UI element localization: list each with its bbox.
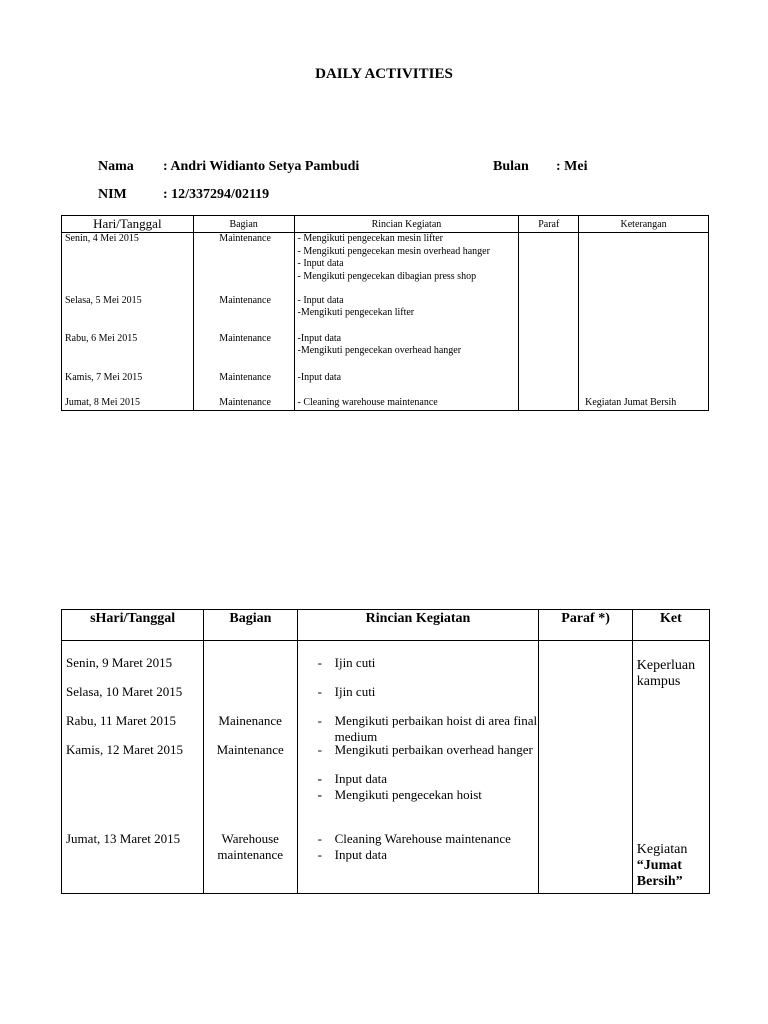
bagian-cell: [204, 641, 297, 894]
table-row: [62, 233, 709, 295]
bullet-dash: -: [317, 655, 322, 670]
rincian-line: -Input data: [297, 332, 342, 344]
bullet-dash: -: [317, 684, 322, 699]
column-header-rincian: Rincian Kegiatan: [297, 610, 539, 641]
bagian-cell: Maintenance: [219, 396, 271, 408]
rincian-line: - Input data: [297, 294, 344, 306]
ket-text: “Jumat: [636, 858, 682, 873]
rincian-item: Mengikuti perbaikan overhead hanger: [334, 742, 533, 757]
rincian-line: - Mengikuti pengecekan dibagian press shop: [297, 270, 477, 282]
rincian-line: -Input data: [297, 371, 342, 383]
nama-label: Nama: [98, 159, 134, 174]
column-header-hari-tanggal: sHari/Tanggal: [62, 610, 204, 641]
column-header-bagian: Bagian: [193, 216, 294, 233]
page-title: DAILY ACTIVITIES: [315, 66, 453, 82]
date-entry: Senin, 9 Maret 2015: [66, 655, 173, 670]
table-row: [62, 333, 709, 372]
ket-text: kampus: [636, 674, 681, 689]
date-entry: Rabu, 11 Maret 2015: [66, 713, 176, 728]
paraf-cell: [519, 397, 579, 411]
nim-label: NIM: [98, 187, 127, 202]
rincian-line: - Cleaning warehouse maintenance: [297, 396, 438, 408]
bagian-cell: Maintenance: [219, 233, 271, 244]
paraf-cell: [539, 641, 632, 894]
ket-cell: [632, 641, 709, 894]
rincian-item: Mengikuti perbaikan hoist di area final: [334, 713, 538, 728]
rincian-item: Mengikuti pengecekan hoist: [334, 787, 482, 802]
keterangan-cell: [579, 372, 709, 397]
bulan-value: : Mei: [556, 159, 588, 174]
date-cell: Selasa, 5 Mei 2015: [65, 294, 142, 306]
rincian-item: Ijin cuti: [334, 684, 376, 699]
keterangan-cell: [579, 233, 709, 295]
column-header-rincian: Rincian Kegiatan: [294, 216, 519, 233]
bagian-cell: Maintenance: [219, 294, 271, 306]
paraf-cell: [519, 295, 579, 333]
rincian-item: Input data: [334, 847, 387, 862]
table-row: [62, 372, 709, 397]
rincian-item: medium: [334, 729, 378, 744]
activities-table-may: [61, 215, 709, 411]
column-header-keterangan: Keterangan: [579, 216, 709, 233]
column-header-bagian: Bagian: [204, 610, 297, 641]
rincian-line: - Mengikuti pengecekan mesin overhead hanger: [297, 245, 490, 257]
dates-cell: [62, 641, 204, 894]
activities-table-march: [61, 609, 710, 894]
paraf-cell: [519, 333, 579, 372]
column-header-hari-tanggal: Hari/Tanggal: [62, 216, 194, 233]
rincian-line: -Mengikuti pengecekan overhead hanger: [297, 345, 462, 357]
date-entry: Jumat, 13 Maret 2015: [66, 831, 181, 846]
table-row: [62, 295, 709, 333]
keterangan-cell: [579, 333, 709, 372]
bagian-cell: Maintenance: [219, 371, 271, 383]
bagian-entry: Mainenance: [218, 713, 282, 728]
bullet-dash: -: [317, 831, 322, 846]
keterangan-cell: [579, 295, 709, 333]
column-header-paraf: Paraf: [519, 216, 579, 233]
column-header-paraf: Paraf *): [539, 610, 632, 641]
bullet-dash: -: [317, 847, 322, 862]
bullet-dash: -: [317, 713, 322, 728]
ket-text: Kegiatan: [636, 842, 688, 857]
bagian-entry: Warehouse: [221, 831, 279, 846]
bullet-dash: -: [317, 771, 322, 786]
column-header-ket: Ket: [632, 610, 709, 641]
rincian-item: Input data: [334, 771, 387, 786]
table-row: [62, 641, 710, 894]
date-cell: Senin, 4 Mei 2015: [65, 233, 139, 244]
paraf-cell: [519, 372, 579, 397]
nim-value: : 12/337294/02119: [163, 187, 270, 202]
nama-value: : Andri Widianto Setya Pambudi: [163, 159, 360, 174]
bagian-entry: maintenance: [217, 847, 284, 862]
table-row: [62, 397, 709, 411]
ket-text: Bersih”: [636, 874, 683, 889]
bullet-dash: -: [317, 787, 322, 802]
date-cell: Jumat, 8 Mei 2015: [65, 396, 140, 408]
rincian-item: Ijin cuti: [334, 655, 376, 670]
bulan-label: Bulan: [493, 159, 529, 174]
date-entry: Selasa, 10 Maret 2015: [66, 684, 183, 699]
rincian-line: - Input data: [297, 258, 344, 270]
date-entry: Kamis, 12 Maret 2015: [66, 742, 183, 757]
rincian-item: Cleaning Warehouse maintenance: [334, 831, 511, 846]
rincian-line: - Mengikuti pengecekan mesin lifter: [297, 233, 444, 244]
keterangan-cell: Kegiatan Jumat Bersih: [585, 396, 677, 408]
bagian-cell: Maintenance: [219, 332, 271, 344]
date-cell: Rabu, 6 Mei 2015: [65, 332, 138, 344]
date-cell: Kamis, 7 Mei 2015: [65, 371, 143, 383]
bagian-entry: Maintenance: [216, 742, 284, 757]
rincian-cell: [297, 641, 539, 894]
ket-text: Keperluan: [636, 658, 696, 673]
rincian-line: -Mengikuti pengecekan lifter: [297, 307, 415, 319]
bullet-dash: -: [317, 742, 322, 757]
paraf-cell: [519, 233, 579, 295]
